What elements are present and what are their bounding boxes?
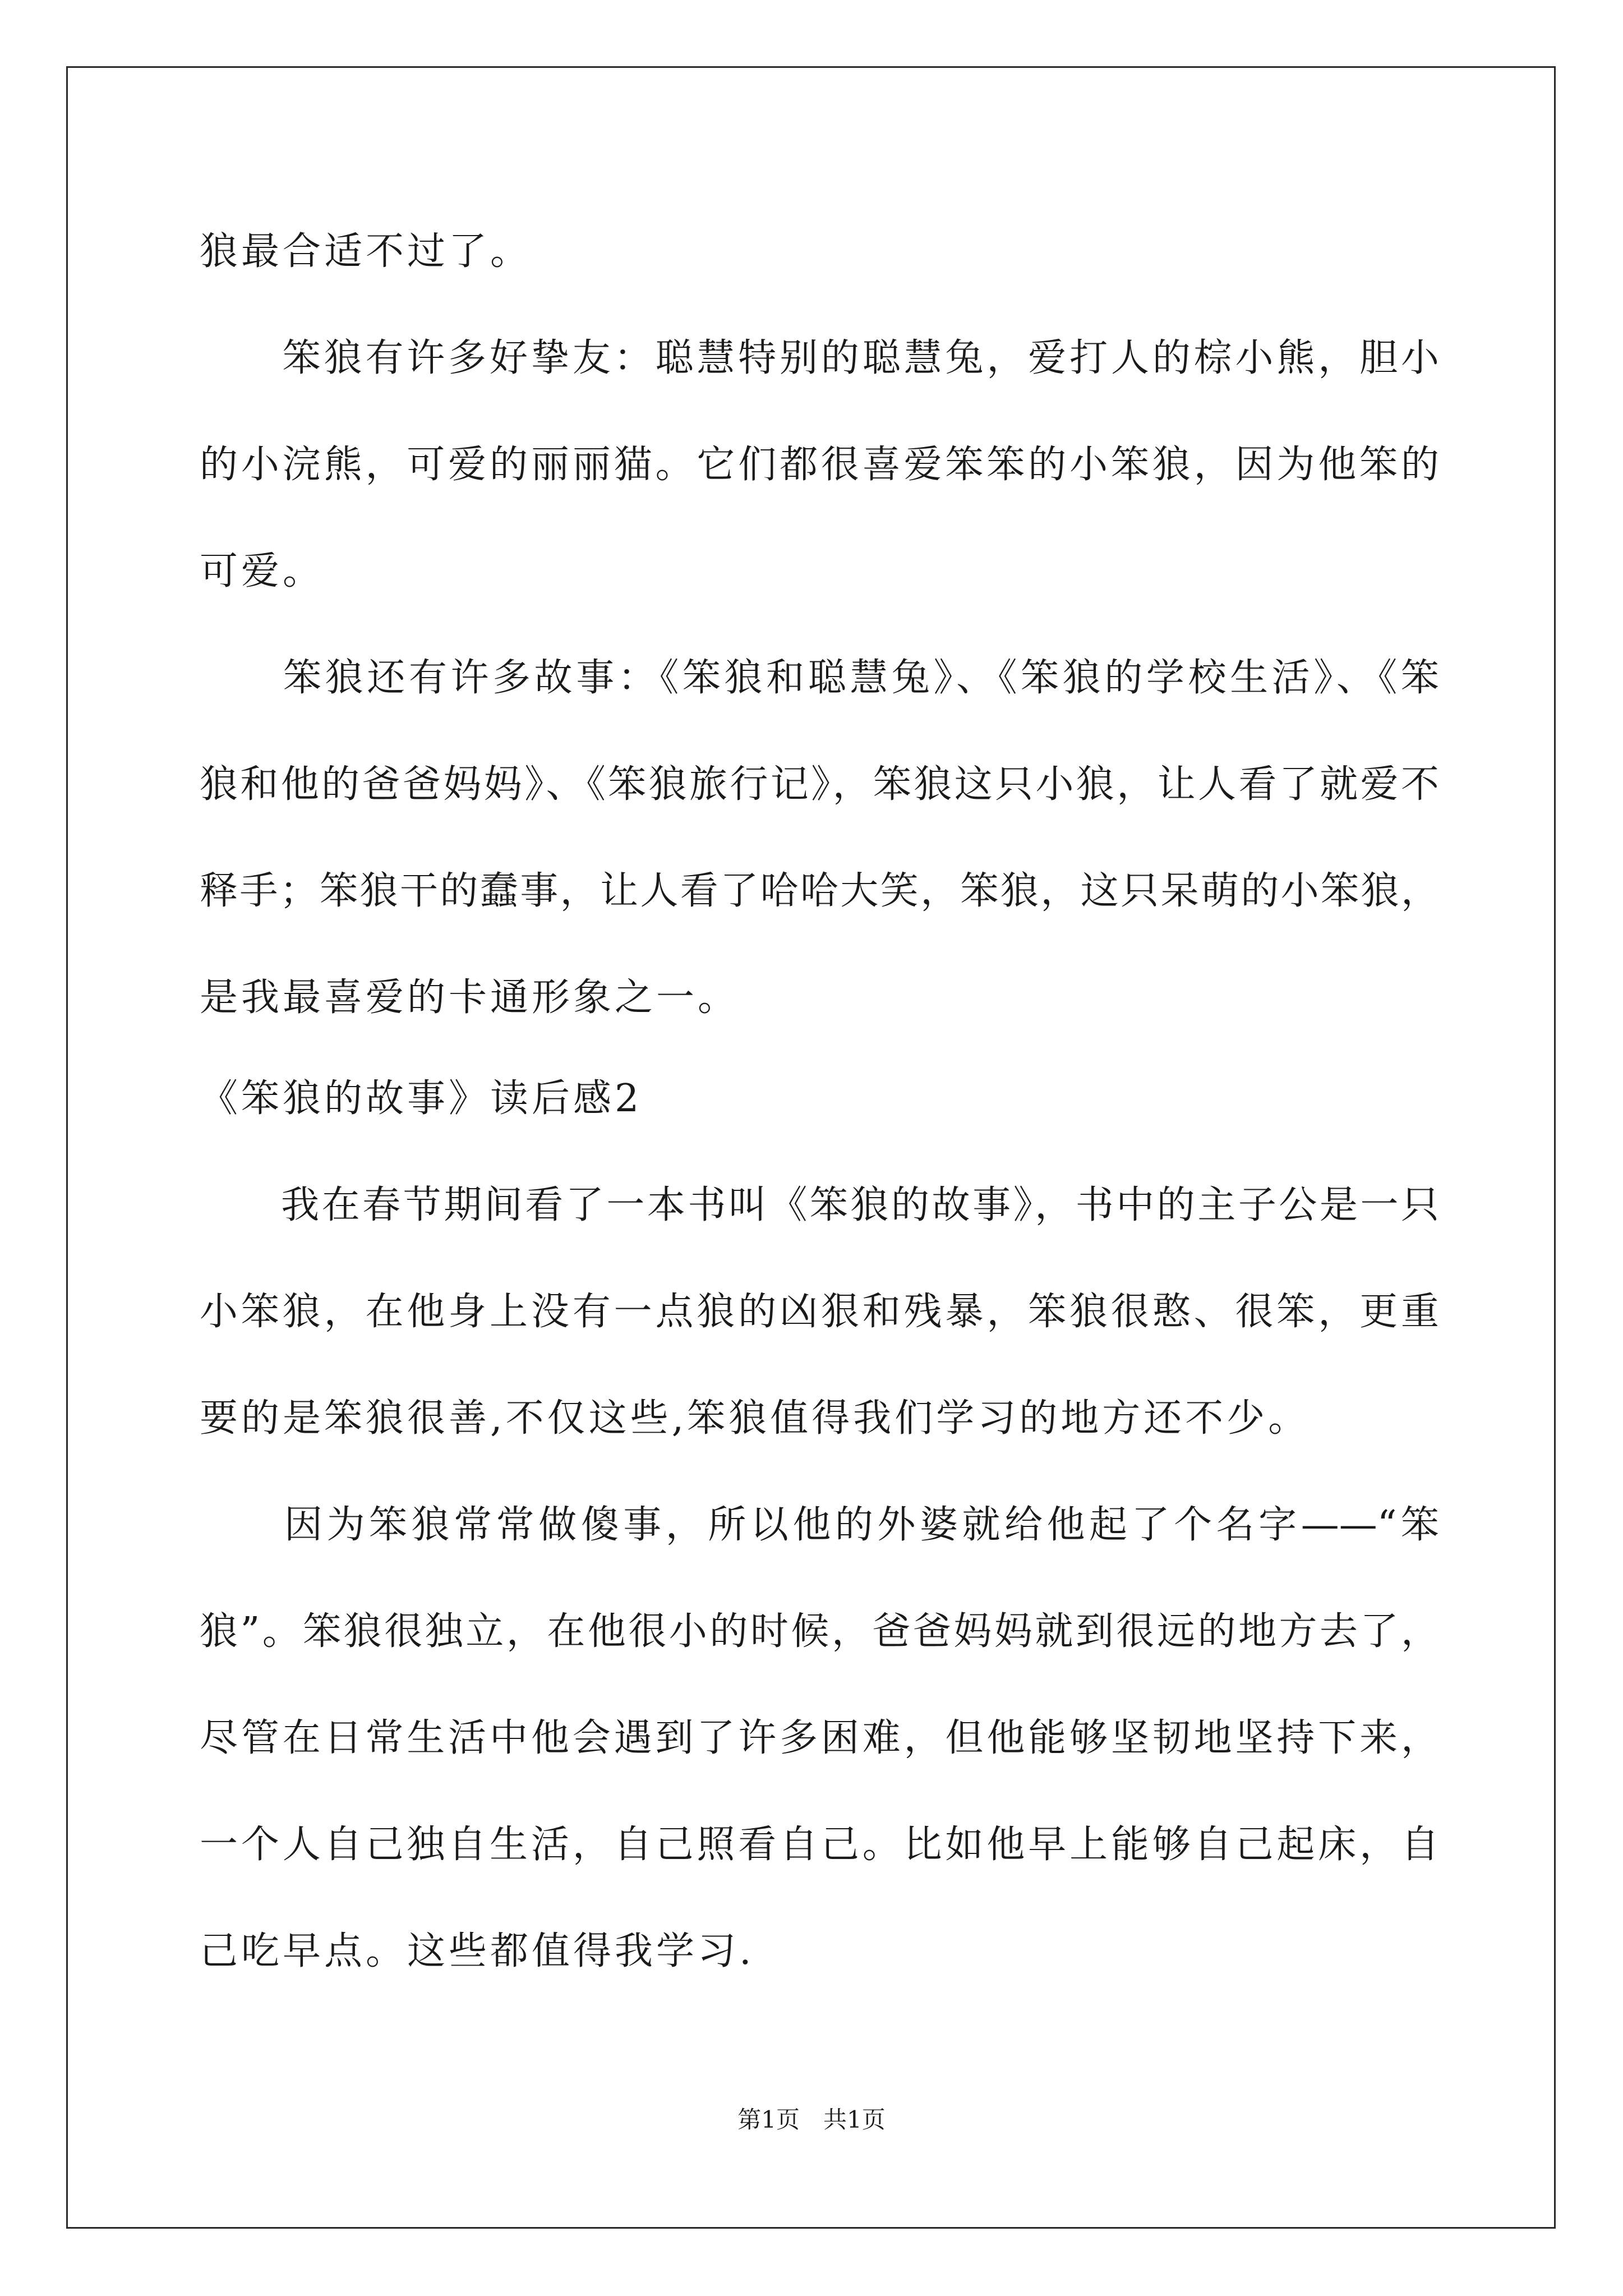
text-line: 狼最合适不过了。 xyxy=(200,229,532,274)
paragraph-line: 笨狼有许多好挚友：聪慧特别的聪慧兔，爱打人的棕小熊，胆小 xyxy=(200,336,1439,380)
paragraph-line: 因为笨狼常常做傻事，所以他的外婆就给他起了个名字——“笨 xyxy=(200,1503,1439,1547)
section-heading: 《笨狼的故事》读后感2 xyxy=(200,1076,643,1121)
paragraph-line: 我在春节期间看了一本书叫《笨狼的故事》，书中的主子公是一只 xyxy=(200,1183,1439,1227)
paragraph-line: 的小浣熊，可爱的丽丽猫。它们都很喜爱笨笨的小笨狼，因为他笨的 xyxy=(200,443,1439,487)
paragraph-line: 释手；笨狼干的蠢事，让人看了哈哈大笑，笨狼，这只呆萌的小笨狼， xyxy=(200,869,1439,913)
paragraph-line: 狼和他的爸爸妈妈》、《笨狼旅行记》，笨狼这只小狼，让人看了就爱不 xyxy=(200,762,1439,807)
paragraph-line: 狼”。笨狼很独立，在他很小的时候，爸爸妈妈就到很远的地方去了， xyxy=(200,1609,1439,1654)
text-line: 是我最喜爱的卡通形象之一。 xyxy=(200,976,740,1020)
page-number: 第1页 共1页 xyxy=(737,2106,886,2133)
text-line: 己吃早点。这些都值得我学习. xyxy=(200,1929,755,1973)
text-line: 要的是笨狼很善,不仅这些,笨狼值得我们学习的地方还不少。 xyxy=(200,1396,1310,1441)
paragraph-line: 笨狼还有许多故事：《笨狼和聪慧兔》、《笨狼的学校生活》、《笨 xyxy=(200,656,1439,700)
paragraph-line: 尽管在日常生活中他会遇到了许多困难，但他能够坚韧地坚持下来， xyxy=(200,1716,1439,1760)
page-border xyxy=(66,66,1556,2229)
text-line: 可爱。 xyxy=(200,549,325,593)
paragraph-line: 小笨狼，在他身上没有一点狼的凶狠和残暴，笨狼很憨、很笨，更重 xyxy=(200,1290,1439,1334)
paragraph-line: 一个人自己独自生活，自己照看自己。比如他早上能够自己起床，自 xyxy=(200,1823,1439,1867)
